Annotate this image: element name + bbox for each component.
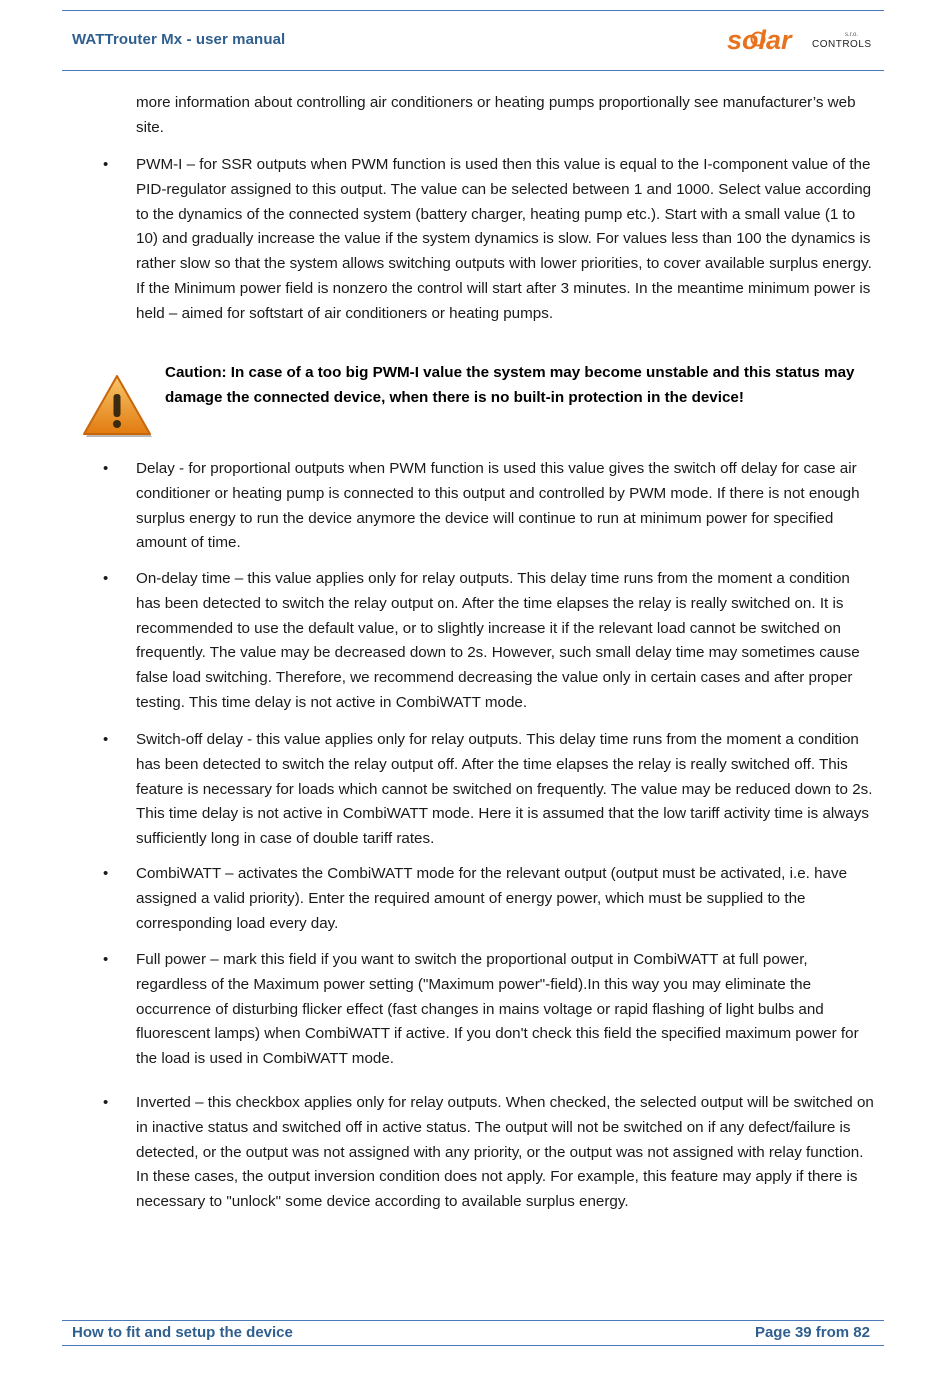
on-delay-item: On-delay time – this value applies only for relay outputs. This delay time runs from the moment a condition has been detected to switch the relay output on. After the time elapses the relay is really switched on. It is recommended to use the default value, or to slightly increase it if the relevant load cannot be switched on frequently. The value may be decreased down to 2s. However, such small delay time may sometimes cause false load switching. Therefore, we recommend decreasing the value only in certain cases and after proper testing. This time delay is not active in CombiWATT mode.: [136, 570, 860, 711]
document-title: WATTrouter Mx - user manual: [72, 31, 286, 48]
svg-text:s.r.o.: s.r.o.: [845, 32, 859, 38]
delay-item: Delay - for proportional outputs when PWM function is used this value gives the switch off delay for case air conditioner or heating pump is connected to this output and controlled by PWM mode. If there is not enough surplus energy to run the device anymore the device will continue to run at minimum power for specified amount of time.: [136, 460, 860, 552]
bullet-marker: •: [103, 156, 109, 173]
header-top-rule: [62, 10, 884, 11]
pwm-i-item: PWM-I – for SSR outputs when PWM function is used then this value is equal to the I-component value of the PID-regulator assigned to this output. The value can be selected between 1 and 1000. Select value according to the dynamics of the connected system (battery charger, heating pump etc.). Start with a small value (1 to 10) and gradually increase the value if the system dynamics is slow. For values less than 100 the dynamics is rather slow so that the system allows switching outputs with lower priorities, to cover available surplus energy. If the Minimum power field is nonzero the control will start after 3 minutes. In the meantime minimum power is held – aimed for softstart of air conditioners or heating pumps.: [136, 156, 872, 322]
svg-text:CONTROLS: CONTROLS: [812, 39, 872, 50]
footer-top-rule: [62, 1320, 884, 1321]
footer-section-title: How to fit and setup the device: [72, 1324, 293, 1341]
page-number: Page 39 from 82: [754, 1324, 870, 1341]
combiwatt-item: CombiWATT – activates the CombiWATT mode for the relevant output (output must be activated, i.e. have assigned a valid priority). Enter the required amount of energy power, which must be supplied to the corresponding load every day.: [136, 865, 848, 932]
svg-text:solar: solar: [727, 25, 792, 55]
bullet-marker: •: [103, 460, 109, 477]
caution-note: Caution: In case of a too big PWM-I value the system may become unstable and this status may damage the connected device, when there is no built-in protection in the device!: [165, 364, 855, 406]
footer-bottom-rule: [62, 1345, 884, 1346]
full-power-item: Full power – mark this field if you want to switch the proportional output in CombiWATT at full power, regardless of the Maximum power setting ("Maximum power"-field).In this way you may eliminate the occurrence of disturbing flicker effect (fast changes in mains voltage or rapid flashing of light bulbs and fluorescent lamps) when CombiWATT if active. If you don't check this field the specified maximum power for the load is used in CombiWATT mode.: [136, 951, 859, 1068]
bullet-marker: •: [103, 731, 109, 748]
solar-controls-logo: [727, 25, 877, 55]
bullet-marker: •: [103, 865, 109, 882]
bullet-marker: •: [103, 1094, 109, 1111]
warning-icon: [81, 372, 153, 440]
inverted-item: Inverted – this checkbox applies only for relay outputs. When checked, the selected output will be switched on in inactive status and switched off in active status. The output will not be switched on if any defect/failure is detected, or the output was not assigned with any priority, or the output was not assigned with relay function. In these cases, the output inversion condition does not apply. For example, this feature may apply if there is necessary to "unlock" some device according to available surplus energy.: [136, 1094, 874, 1211]
intro-paragraph: more information about controlling air conditioners or heating pumps proportionally see manufacturer’s web site.: [136, 94, 856, 136]
header-bottom-rule: [62, 70, 884, 71]
bullet-marker: •: [103, 951, 109, 968]
bullet-marker: •: [103, 570, 109, 587]
switch-off-delay-item: Switch-off delay - this value applies only for relay outputs. This delay time runs from the moment a condition has been detected to switch the relay output off. After the time elapses the relay is really switched off. This feature is necessary for loads which cannot be switched on frequently. The value may be reduced down to 2s. This time delay is not active in CombiWATT mode. Here it is assumed that the low tariff activity time is always sufficiently long in case of double tariff rates.: [136, 731, 873, 848]
